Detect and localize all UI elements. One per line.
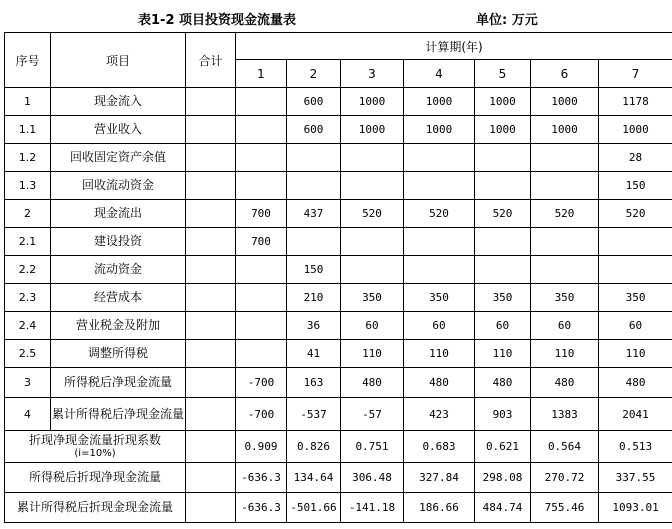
table-row [5,228,672,256]
row-label-text: 折现净现金流量折现系数 [28,432,161,447]
value-cell-year-6: 480 [531,368,599,398]
row-item: 营业税金及附加 [51,312,186,340]
table-row [5,172,672,200]
value-cell-year-7: 2041 [599,398,672,431]
row-sublabel: (i=10%) [74,447,116,459]
value-cell-year-3: 306.48 [341,463,404,493]
table-row [5,144,672,172]
value-cell-year-3 [341,228,404,256]
value-cell-year-1: 700 [236,200,287,228]
row-seq: 2.3 [5,284,51,312]
value-cell-year-7 [599,228,672,256]
value-cell-year-2: 600 [287,116,341,144]
row-item: 现金流出 [51,200,186,228]
value-cell-year-5: 1000 [475,116,531,144]
value-cell-year-1 [236,116,287,144]
value-cell-year-3 [341,172,404,200]
row-seq: 1.2 [5,144,51,172]
value-cell-year-5: 903 [475,398,531,431]
value-cell-year-5: 520 [475,200,531,228]
header-item: 项目 [51,33,186,88]
value-cell-year-4: 60 [404,312,475,340]
value-cell-year-6: 0.564 [531,431,599,463]
value-cell-year-1: -636.3 [236,493,287,523]
value-cell-year-4 [404,144,475,172]
value-cell-year-1 [236,284,287,312]
value-cell-year-1 [236,340,287,368]
row-item: 累计所得税后净现金流量 [51,398,186,431]
row-total [186,172,236,200]
value-cell-year-2: 150 [287,256,341,284]
row-label-text: 累计所得税后折现金现金流量 [16,500,173,514]
value-cell-year-4: 1000 [404,88,475,116]
row-item: 流动资金 [51,256,186,284]
value-cell-year-1: 0.909 [236,431,287,463]
value-cell-year-6: 110 [531,340,599,368]
value-cell-year-7: 520 [599,200,672,228]
value-cell-year-7: 1000 [599,116,672,144]
table-row [5,284,672,312]
row-total [186,398,236,431]
header-period-3: 3 [341,60,404,88]
value-cell-year-7: 1178 [599,88,672,116]
row-label [5,431,186,463]
value-cell-year-6: 755.46 [531,493,599,523]
value-cell-year-4: 327.84 [404,463,475,493]
value-cell-year-6 [531,172,599,200]
value-cell-year-1: 700 [236,228,287,256]
row-total [186,284,236,312]
value-cell-year-3: 480 [341,368,404,398]
value-cell-year-4: 520 [404,200,475,228]
value-cell-year-3: 0.751 [341,431,404,463]
row-total [186,200,236,228]
header-period-7: 7 [599,60,672,88]
value-cell-year-4 [404,228,475,256]
row-label-text: 所得税后折现净现金流量 [28,470,161,484]
value-cell-year-6: 520 [531,200,599,228]
value-cell-year-4: 0.683 [404,431,475,463]
value-cell-year-7: 110 [599,340,672,368]
value-cell-year-5 [475,256,531,284]
header-period: 计算期(年) [236,33,672,60]
value-cell-year-4: 423 [404,398,475,431]
header-period-6: 6 [531,60,599,88]
row-total [186,144,236,172]
value-cell-year-2: -537 [287,398,341,431]
value-cell-year-5: 110 [475,340,531,368]
row-total [186,256,236,284]
value-cell-year-2: 36 [287,312,341,340]
value-cell-year-5: 350 [475,284,531,312]
value-cell-year-7: 28 [599,144,672,172]
value-cell-year-4: 186.66 [404,493,475,523]
value-cell-year-1 [236,172,287,200]
value-cell-year-1 [236,144,287,172]
value-cell-year-2: 134.64 [287,463,341,493]
value-cell-year-7: 0.513 [599,431,672,463]
table-row [5,312,672,340]
table-row [5,431,672,463]
row-item: 现金流入 [51,88,186,116]
table-row [5,88,672,116]
row-total [186,431,236,463]
table-row [5,493,672,523]
value-cell-year-4: 110 [404,340,475,368]
header-total: 合计 [186,33,236,88]
value-cell-year-6: 1383 [531,398,599,431]
row-seq: 2.5 [5,340,51,368]
value-cell-year-6: 270.72 [531,463,599,493]
value-cell-year-7: 350 [599,284,672,312]
row-seq: 2.4 [5,312,51,340]
value-cell-year-5: 1000 [475,88,531,116]
value-cell-year-5: 484.74 [475,493,531,523]
row-seq: 1.1 [5,116,51,144]
row-seq: 1.3 [5,172,51,200]
cash-flow-table [4,32,672,523]
row-item: 建设投资 [51,228,186,256]
value-cell-year-4: 350 [404,284,475,312]
value-cell-year-7: 480 [599,368,672,398]
value-cell-year-7: 60 [599,312,672,340]
row-seq: 2.1 [5,228,51,256]
value-cell-year-3: -57 [341,398,404,431]
value-cell-year-3: 350 [341,284,404,312]
table-body [5,88,672,523]
value-cell-year-3: 60 [341,312,404,340]
value-cell-year-5: 0.621 [475,431,531,463]
row-seq: 1 [5,88,51,116]
value-cell-year-6: 1000 [531,116,599,144]
value-cell-year-6: 60 [531,312,599,340]
row-total [186,116,236,144]
value-cell-year-2: 437 [287,200,341,228]
value-cell-year-3 [341,144,404,172]
value-cell-year-1 [236,312,287,340]
table-row [5,200,672,228]
header-period-2: 2 [287,60,341,88]
value-cell-year-6 [531,144,599,172]
table-row [5,340,672,368]
row-item: 所得税后净现金流量 [51,368,186,398]
value-cell-year-2: 210 [287,284,341,312]
row-label [5,493,186,523]
value-cell-year-6 [531,228,599,256]
table-title: 表1-2 项目投资现金流量表 [138,13,297,28]
value-cell-year-7: 1093.01 [599,493,672,523]
value-cell-year-6: 1000 [531,88,599,116]
table-row [5,368,672,398]
unit-label: 单位: 万元 [476,13,538,28]
value-cell-year-6: 350 [531,284,599,312]
row-total [186,463,236,493]
row-item: 回收固定资产余值 [51,144,186,172]
row-label [5,463,186,493]
value-cell-year-3: -141.18 [341,493,404,523]
value-cell-year-3: 1000 [341,88,404,116]
value-cell-year-7: 150 [599,172,672,200]
value-cell-year-7: 337.55 [599,463,672,493]
value-cell-year-4 [404,172,475,200]
row-seq: 2.2 [5,256,51,284]
value-cell-year-1 [236,256,287,284]
row-item: 回收流动资金 [51,172,186,200]
row-seq: 4 [5,398,51,431]
value-cell-year-1: -636.3 [236,463,287,493]
row-seq: 3 [5,368,51,398]
row-total [186,88,236,116]
value-cell-year-3: 1000 [341,116,404,144]
value-cell-year-2: 0.826 [287,431,341,463]
value-cell-year-7 [599,256,672,284]
row-seq: 2 [5,200,51,228]
value-cell-year-3: 520 [341,200,404,228]
header-period-5: 5 [475,60,531,88]
title-row [0,0,672,34]
value-cell-year-5 [475,144,531,172]
value-cell-year-5: 60 [475,312,531,340]
value-cell-year-5 [475,228,531,256]
value-cell-year-2 [287,228,341,256]
row-total [186,368,236,398]
value-cell-year-3: 110 [341,340,404,368]
value-cell-year-2: -501.66 [287,493,341,523]
value-cell-year-4: 480 [404,368,475,398]
row-total [186,312,236,340]
row-total [186,340,236,368]
value-cell-year-2: 163 [287,368,341,398]
value-cell-year-6 [531,256,599,284]
header-period-4: 4 [404,60,475,88]
value-cell-year-4 [404,256,475,284]
value-cell-year-2 [287,144,341,172]
value-cell-year-3 [341,256,404,284]
row-item: 调整所得税 [51,340,186,368]
header-period-1: 1 [236,60,287,88]
value-cell-year-5: 480 [475,368,531,398]
table-row [5,398,672,431]
row-item: 营业收入 [51,116,186,144]
value-cell-year-4: 1000 [404,116,475,144]
value-cell-year-1 [236,88,287,116]
header-seq: 序号 [5,33,51,88]
row-total [186,493,236,523]
value-cell-year-5: 298.08 [475,463,531,493]
value-cell-year-1: -700 [236,398,287,431]
table-row [5,256,672,284]
value-cell-year-5 [475,172,531,200]
value-cell-year-2 [287,172,341,200]
row-total [186,228,236,256]
table-row [5,116,672,144]
row-item: 经营成本 [51,284,186,312]
value-cell-year-2: 600 [287,88,341,116]
value-cell-year-1: -700 [236,368,287,398]
value-cell-year-2: 41 [287,340,341,368]
table-row [5,463,672,493]
